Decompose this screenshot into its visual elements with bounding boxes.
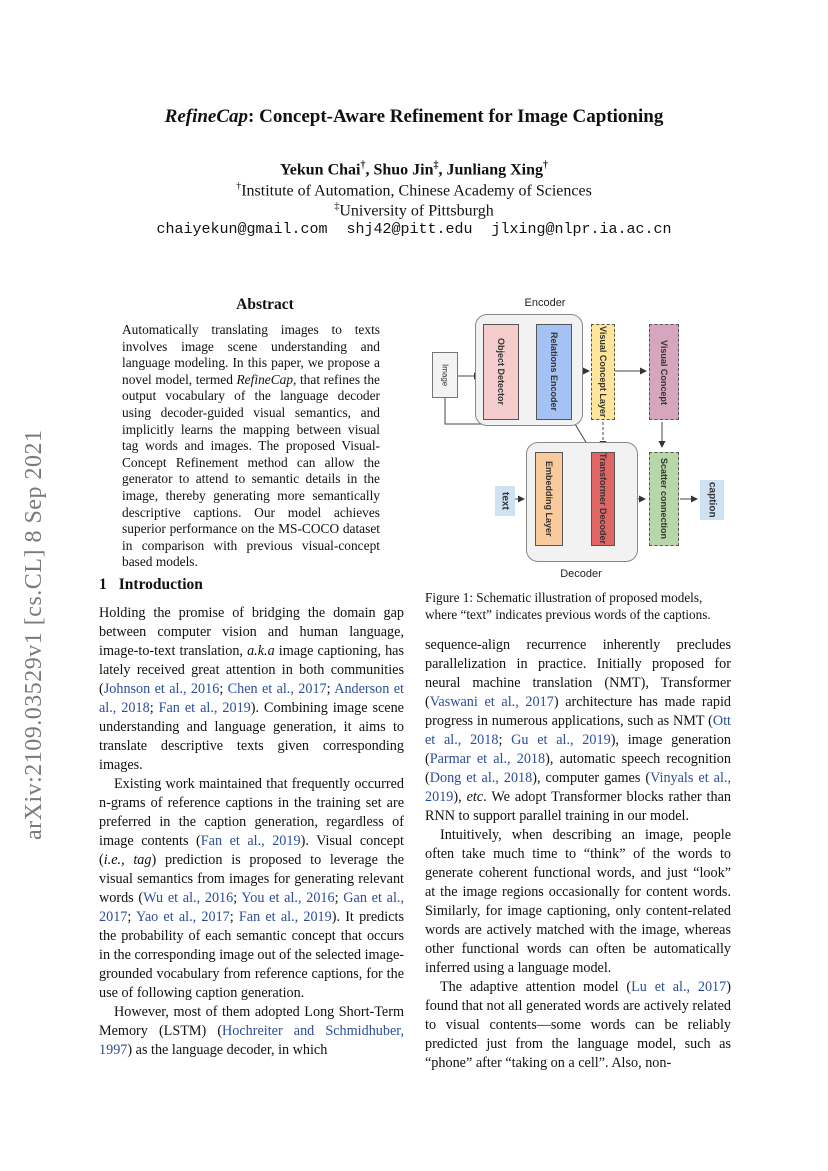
abstract-model-name: RefineCap [236,371,294,387]
affiliation-text: Institute of Automation, Chinese Academy of Sciences [241,182,592,200]
image-input-box [432,352,458,398]
right-column-text [425,636,731,1073]
author-name: Shuo Jin [373,161,434,179]
transformer-decoder-label: Transformer Decoder [598,453,608,545]
relations-encoder-block [536,324,572,420]
encoder-label: Encoder [524,297,566,309]
visual-concept-label: Visual Concept [659,339,669,405]
visual-concept-block [649,324,679,420]
section-title: Introduction [118,576,203,593]
visual-concept-layer-block [591,324,615,420]
citation-link[interactable]: Chen et al., 2017 [227,681,327,697]
figure-caption: Figure 1: Schematic illustration of proposed models, where “text” indicates previous words of the captions. [425,590,711,622]
paragraph: The adaptive attention model (Lu et al., 2017) found that not all generated words are actively related to visual contents—some words can be reliably predicted just from the language model, such as “phone” after “taking on a cell”. Also, non- [425,979,731,1071]
section-heading [99,576,203,594]
paragraph: Holding the promise of bridging the domain gap between computer vision and human language, image-to-text translation, a.k.a image captioning, has lately received great attention in both communities (Johnson et al., 2016; Chen et al., 2017; Anderson et al., 2018; Fan et al., 2019). Combining image scene understanding and language generation, it aims to translate descriptive texts given corresponding images. [99,605,405,773]
caption-output-box [700,480,724,520]
title-model-name: RefineCap [164,106,249,127]
affiliation-text: University of Pittsburgh [339,202,494,220]
citation-link[interactable]: Vaswani et al., 2017 [429,694,554,710]
paragraph: Intuitively, when describing an image, people often take much time to “think” of the words to generate coherent functional words, and just “look” at the image regions occasionally for content words. Similarly, for image captioning, only content-related words are actively matched with the image, whereas other functional words can often be automatically inferred using a language model. [425,827,731,976]
affiliation-mark: † [360,160,366,171]
author-name: Yekun Chai [279,161,361,179]
embedding-layer-block [535,452,563,546]
embedding-layer-label: Embedding Layer [544,461,554,537]
affiliation-mark: † [543,160,548,171]
citation-link[interactable]: Dong et al., 2018 [429,770,533,786]
object-detector-block [483,324,519,420]
citation-link[interactable]: Fan et al., 2019 [158,700,251,716]
caption-output-label: caption [706,482,718,518]
citation-link[interactable]: Anderson et al., 2018 [99,681,404,716]
title-rest: : Concept-Aware Refinement for Image Captioning [248,106,664,127]
paragraph: sequence-align recurrence inherently precludes parallelization in practice. Initially proposed for neural machine translation (NMT), Transformer (Vaswani et al., 2017) architecture has made rapid progress in numerous applications, such as NMT (Ott et al., 2018; Gu et al., 2019), image generation (Parmar et al., 2018), automatic speech recognition (Dong et al., 2018), computer games (Vinyals et al., 2019), etc. We adopt Transformer blocks rather than RNN to support parallel training in our model. [425,637,732,824]
arxiv-identifier[interactable]: arXiv:2109.03529v1 [cs.CL] 8 Sep 2021 [21,429,47,840]
section-number: 1 [99,576,107,593]
affiliation-mark: † [236,181,242,192]
citation-link[interactable]: Hochreiter and Schmidhuber, 1997 [99,1023,404,1058]
affiliation-1 [0,181,828,200]
scatter-connection-label: Scatter connection [659,458,669,540]
figure-1-diagram [425,294,745,584]
citation-link[interactable]: Parmar et al., 2018 [429,751,546,767]
citation-link[interactable]: Fan et al., 2019 [200,833,301,849]
citation-link[interactable]: Yao et al., 2017 [136,909,230,925]
affiliation-mark: ‡ [334,201,340,212]
scatter-connection-block [649,452,679,546]
citation-link[interactable]: Lu et al., 2017 [631,979,727,995]
citation-link[interactable]: Vinyals et al., 2019 [425,770,731,805]
image-label: Image [440,363,450,387]
abstract-text: , that refines the output vocabulary of the language decoder using decoder-guided visual semantics, and implicitly learns the mapping between visual tag words and images. The proposed Visual-Concept Refinement method can allow the generator to attend to semantic details in the image, thereby generating more semantically descriptive captions. Our model achieves superior performance on the MS-COCO dataset in comparison with previous visual-concept based models. [122,371,380,570]
paragraph: Existing work maintained that frequently occurred n-grams of reference captions in the training set are preferred in the caption generation, regardless of image contents (Fan et al., 2019). Visual concept (i.e., tag) prediction is proposed to leverage the visual semantics from images for generating relevant words (Wu et al., 2016; You et al., 2016; Gan et al., 2017; Yao et al., 2017; Fan et al., 2019). It predicts the probability of each semantic concept that occurs in the corresponding image out of the selected image-grounded vocabulary from reference captions, for the use of following caption generation. [99,776,404,1001]
citation-link[interactable]: Wu et al., 2016 [143,890,234,906]
author-name: Junliang Xing [446,161,543,179]
decoder-label: Decoder [560,568,602,580]
abstract-text: Automatically translating images to texts involves image scene understanding and language modeling. In this paper, we propose a novel model, termed [122,322,380,387]
paper-title [0,106,828,128]
citation-link[interactable]: Ott et al., 2018 [425,713,731,748]
visual-concept-layer-label: Visual Concept Layer [598,326,608,418]
abstract-heading: Abstract [236,296,294,313]
text-input-box [495,486,515,516]
affiliation-mark: ‡ [433,160,439,171]
author-emails[interactable]: chaiyekun@gmail.com shj42@pitt.edu jlxing@nlpr.ia.ac.cn [156,221,672,238]
relations-encoder-label: Relations Encoder [549,332,559,412]
citation-link[interactable]: Gan et al., 2017 [99,890,404,925]
affiliation-2 [0,201,828,220]
paragraph: However, most of them adopted Long Short-Term Memory (LSTM) (Hochreiter and Schmidhuber, 1997) as the language decoder, in which [99,1004,404,1058]
author-list: Yekun Chai†, Shuo Jin‡, Junliang Xing† [279,160,548,179]
citation-link[interactable]: Fan et al., 2019 [238,909,332,925]
citation-link[interactable]: You et al., 2016 [241,890,335,906]
object-detector-label: Object Detector [496,338,506,406]
citation-link[interactable]: Gu et al., 2019 [511,732,611,748]
transformer-decoder-block [591,452,615,546]
text-input-label: text [499,492,511,510]
abstract-body [122,322,380,571]
citation-link[interactable]: Johnson et al., 2016 [103,681,220,697]
left-column-text [99,604,404,1060]
